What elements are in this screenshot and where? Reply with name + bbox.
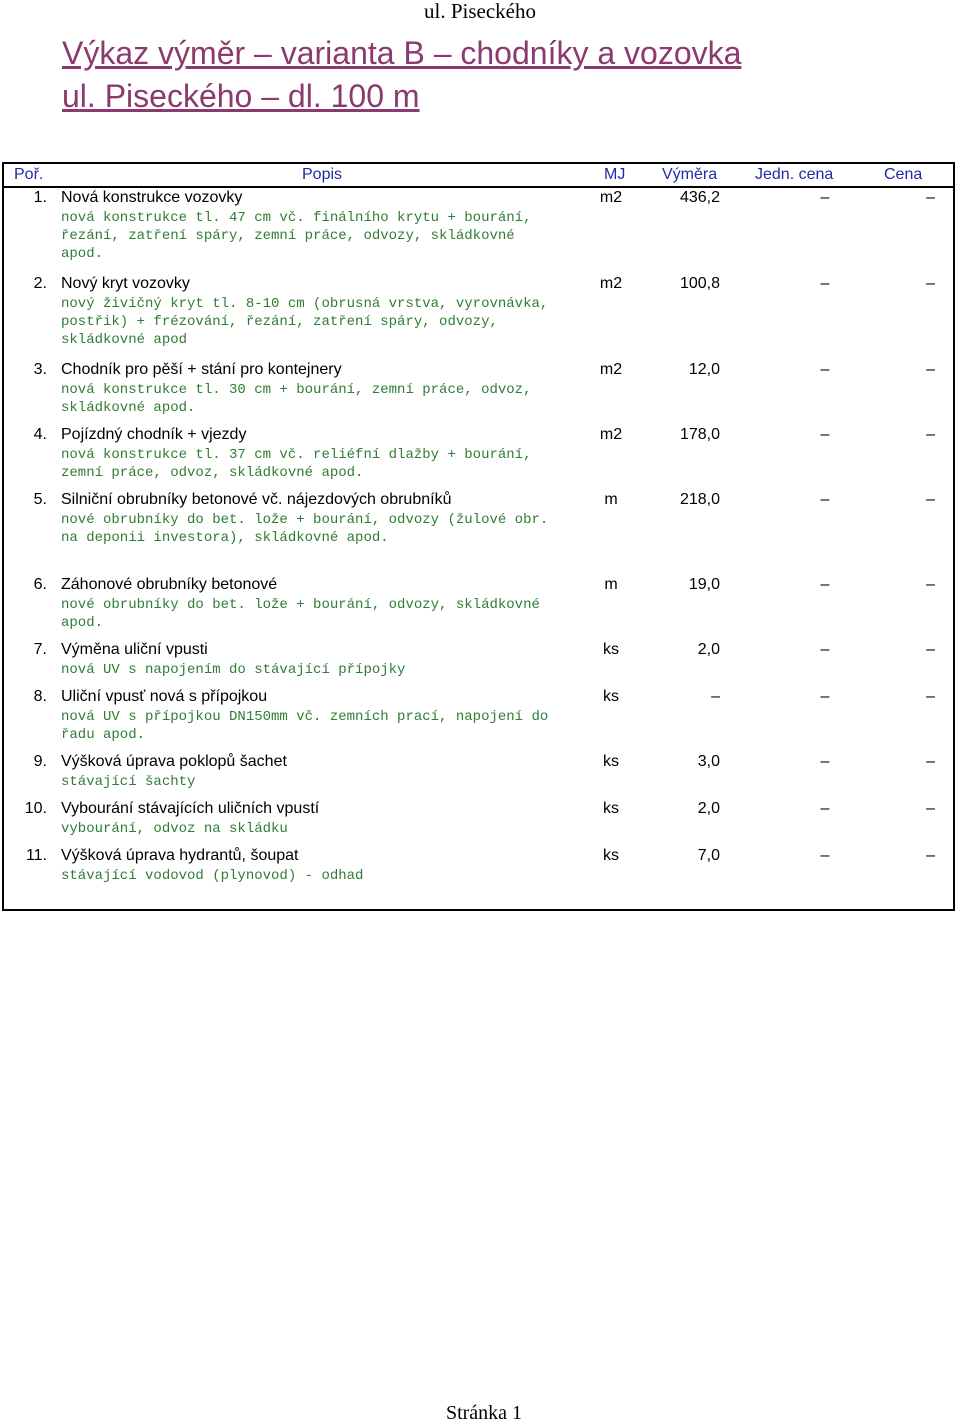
title-line-2: ul. Piseckého – dl. 100 m	[62, 78, 420, 114]
item-price: –	[926, 576, 935, 593]
item-price: –	[926, 189, 935, 206]
item-unit: m2	[599, 275, 623, 292]
item-quantity: 19,0	[688, 576, 720, 593]
item-name: Záhonové obrubníky betonové	[61, 576, 278, 593]
item-quantity: 7,0	[697, 847, 720, 864]
item-quantity: 436,2	[679, 189, 720, 206]
item-quantity: 3,0	[697, 753, 720, 770]
item-name: Nový kryt vozovky	[61, 275, 190, 292]
item-price: –	[926, 426, 935, 443]
item-price: –	[926, 491, 935, 508]
item-unit: m2	[599, 189, 623, 206]
item-quantity: 100,8	[679, 275, 720, 292]
item-quantity: 2,0	[697, 641, 720, 658]
item-name: Vybourání stávajících uličních vpustí	[61, 800, 320, 817]
header-qty: Výměra	[662, 166, 718, 183]
item-name: Silniční obrubníky betonové vč. nájezdových obrubníků	[61, 491, 452, 508]
item-description: nová UV s napojením do stávající přípojky	[61, 662, 406, 678]
item-description: nové obrubníky do bet. lože + bourání, odvozy, skládkovné apod.	[61, 597, 540, 631]
item-quantity: 2,0	[697, 800, 720, 817]
header-num: Poř.	[14, 166, 44, 183]
item-unit: m	[604, 576, 618, 593]
item-price: –	[926, 847, 935, 864]
item-price: –	[926, 688, 935, 705]
item-unit-price: –	[820, 426, 830, 443]
item-name: Chodník pro pěší + stání pro kontejnery	[61, 361, 342, 378]
item-unit-price: –	[820, 800, 830, 817]
item-quantity: 178,0	[679, 426, 720, 443]
header-unit: MJ	[604, 166, 626, 183]
item-description: stávající šachty	[61, 774, 196, 790]
row-number: 4.	[33, 426, 47, 443]
item-unit-price: –	[820, 847, 830, 864]
row-number: 5.	[33, 491, 47, 508]
item-price: –	[926, 275, 935, 292]
item-price: –	[926, 753, 935, 770]
item-description: nová konstrukce tl. 37 cm vč. reliéfní dlažby + bourání, zemní práce, odvoz, skládkovné apod.	[61, 447, 532, 481]
row-number: 8.	[33, 688, 47, 705]
item-unit: ks	[603, 753, 619, 770]
item-description: nová konstrukce tl. 47 cm vč. finálního krytu + bourání, řezání, zatření spáry, zemní práce, odvozy, skládkovné apod.	[61, 210, 532, 262]
item-unit-price: –	[820, 275, 830, 292]
item-description: vybourání, odvoz na skládku	[61, 821, 288, 837]
row-number: 9.	[33, 753, 47, 770]
item-name: Výšková úprava poklopů šachet	[61, 753, 287, 770]
item-unit: m2	[599, 426, 623, 443]
item-quantity: 218,0	[679, 491, 720, 508]
row-number: 7.	[33, 641, 47, 658]
header-desc: Popis	[302, 166, 343, 183]
title-line-1: Výkaz výměr – varianta B – chodníky a vozovka	[62, 35, 742, 71]
item-description: nová konstrukce tl. 30 cm + bourání, zemní práce, odvoz, skládkovné apod.	[61, 382, 532, 416]
item-unit: m2	[599, 361, 623, 378]
item-unit: m	[604, 491, 618, 508]
item-unit-price: –	[820, 641, 830, 658]
running-header: ul. Piseckého	[424, 0, 536, 23]
item-unit: ks	[603, 641, 619, 658]
item-name: Pojízdný chodník + vjezdy	[61, 426, 247, 443]
row-number: 6.	[33, 576, 47, 593]
page-number-footer: Stránka 1	[445, 1402, 523, 1424]
item-unit: ks	[603, 800, 619, 817]
item-quantity: 12,0	[688, 361, 720, 378]
item-description: nové obrubníky do bet. lože + bourání, odvozy (žulové obr. na deponii investora), skládkovné apod.	[61, 512, 549, 546]
item-description: nový živičný kryt tl. 8-10 cm (obrusná vrstva, vyrovnávka, postřik) + frézování, řezání, zatření spáry, odvozy, skládkovné apod	[61, 296, 549, 348]
row-number: 10.	[24, 800, 47, 817]
item-quantity: –	[711, 688, 720, 705]
item-unit-price: –	[820, 491, 830, 508]
item-unit-price: –	[820, 576, 830, 593]
item-unit: ks	[603, 847, 619, 864]
item-name: Výšková úprava hydrantů, šoupat	[61, 847, 299, 864]
header-unit-price: Jedn. cena	[755, 166, 834, 183]
item-unit-price: –	[820, 189, 830, 206]
item-name: Nová konstrukce vozovky	[61, 189, 243, 206]
row-number: 3.	[33, 361, 47, 378]
item-price: –	[926, 641, 935, 658]
document-title	[62, 32, 741, 118]
row-number: 1.	[33, 189, 47, 206]
item-unit-price: –	[820, 753, 830, 770]
table-header-row	[4, 164, 953, 188]
item-unit-price: –	[820, 688, 830, 705]
item-name: Výměna uliční vpusti	[61, 641, 208, 658]
item-description: stávající vodovod (plynovod) - odhad	[61, 868, 364, 884]
item-unit: ks	[603, 688, 619, 705]
item-price: –	[926, 800, 935, 817]
row-number: 2.	[33, 275, 47, 292]
item-price: –	[926, 361, 935, 378]
item-name: Uliční vpusť nová s přípojkou	[61, 688, 268, 705]
item-description: nová UV s přípojkou DN150mm vč. zemních prací, napojení do řadu apod.	[61, 709, 549, 743]
header-price: Cena	[884, 166, 923, 183]
row-number: 11.	[25, 847, 47, 864]
item-unit-price: –	[820, 361, 830, 378]
bill-of-quantities-table	[2, 162, 955, 911]
